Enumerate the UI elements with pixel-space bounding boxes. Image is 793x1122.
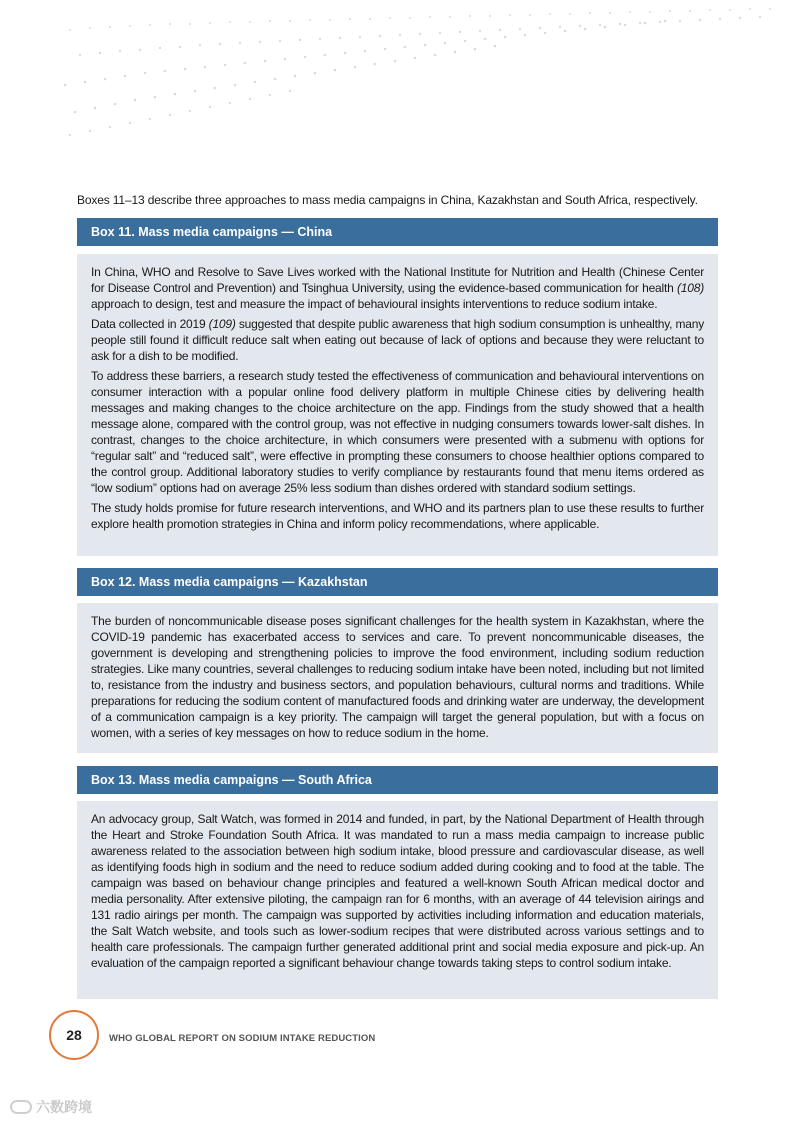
report-title: WHO GLOBAL REPORT ON SODIUM INTAKE REDUCTION [109,1033,376,1044]
text-run: In China, WHO and Resolve to Save Lives worked with the National Institute for Nutrition and Health (Chinese Center for Disease Control and Prevention) and Tsinghua University, using the evidence-based communication for health [91,265,704,295]
box-11-paragraph-2 [91,316,704,364]
box-11-paragraph-4: The study holds promise for future research interventions, and WHO and its partners plan to use these results to further explore health promotion strategies in China and inform policy recommendations, where applicable. [91,501,704,531]
box-11-paragraph-3: To address these barriers, a research study tested the effectiveness of communication and behavioural interventions on consumer interaction with a popular online food delivery platform in multiple Chinese cities by delivering health messages and making changes to the choice architecture on the app. Findings from the study showed that a health message alone, compared with the control group, was not effective in nudging consumers towards lower-salt dishes. In contrast, changes to the choice architecture, in which consumers were presented with a submenu with options for “regular salt” and “reduced salt”, were effective in prompting these consumers to choose healthier options compared to the control group. Additional laboratory studies to verify compliance by restaurants found that menu items ordered as “low sodium” options had on average 25% less sodium than dishes ordered with standard sodium settings. [91,369,704,495]
text-run: approach to design, test and measure the impact of behavioural insights interventions to reduce sodium intake. [91,297,658,311]
watermark [10,1097,92,1117]
text-run: Data collected in 2019 [91,317,209,331]
box-13-title: Box 13. Mass media campaigns — South Africa [77,766,718,794]
box-13-paragraph-1: An advocacy group, Salt Watch, was formed in 2014 and funded, in part, by the National Department of Health through the Heart and Stroke Foundation South Africa. It was mandated to run a mass media campaign to increase public awareness related to the association between high sodium intake, blood pressure and cardiovascular disease, as well as identifying foods high in sodium and the need to reduce sodium added during cooking and to food at the table. The campaign was based on behaviour change principles and featured a well-known South African medical doctor and media personality. After extensive piloting, the campaign ran for 6 months, with an average of 44 television airings and 131 radio airings per month. The campaign was supported by activities including information and education materials, the Salt Watch website, and tools such as lower-sodium recipes that were distributed across various settings and to health care professionals. The campaign further generated additional print and social media exposure and pick-up. An evaluation of the campaign reported a significant behaviour change towards taking steps to control sodium intake. [91,812,704,970]
box-12-paragraph-1: The burden of noncommunicable disease poses significant challenges for the health system in Kazakhstan, where the COVID-19 pandemic has exacerbated access to services and care. To prevent noncommunicable diseases, the government is developing and strengthening policies to improve the food environment, including sodium reduction strategies. Like many countries, several challenges to reducing sodium intake have been noted, including but not limited to, resistance from the industry and business sectors, and population behaviours, cultural norms and traditions. While preparations for reducing the sodium content of manufactured foods and drinking water are underway, the development of a communication campaign is a key priority. The campaign will target the general population, but with a focus on women, with a series of key messages on how to reduce sodium in the home. [91,614,704,740]
page-number-badge [49,1010,99,1060]
decorative-dot-pattern [0,0,793,150]
box-12-body [77,603,718,753]
box-11-title: Box 11. Mass media campaigns — China [77,218,718,246]
text-run: suggested that despite public awareness that high sodium consumption is unhealthy, many people still found it difficult reduce salt when eating out because of lack of options and because they were reluctant to ask for a dish to be modified. [91,317,704,363]
box-12-title: Box 12. Mass media campaigns — Kazakhstan [77,568,718,596]
citation: (108) [676,281,704,295]
watermark-logo-icon [10,1100,32,1114]
box-11-body [77,254,718,556]
box-11-paragraph-1 [91,264,704,312]
box-13-body [77,801,718,999]
intro-text: Boxes 11–13 describe three approaches to mass media campaigns in China, Kazakhstan and South Africa, respectively. [77,193,698,207]
page-number: 28 [66,1027,82,1043]
watermark-text: 六数跨境 [36,1099,92,1115]
citation: (109) [208,317,236,331]
